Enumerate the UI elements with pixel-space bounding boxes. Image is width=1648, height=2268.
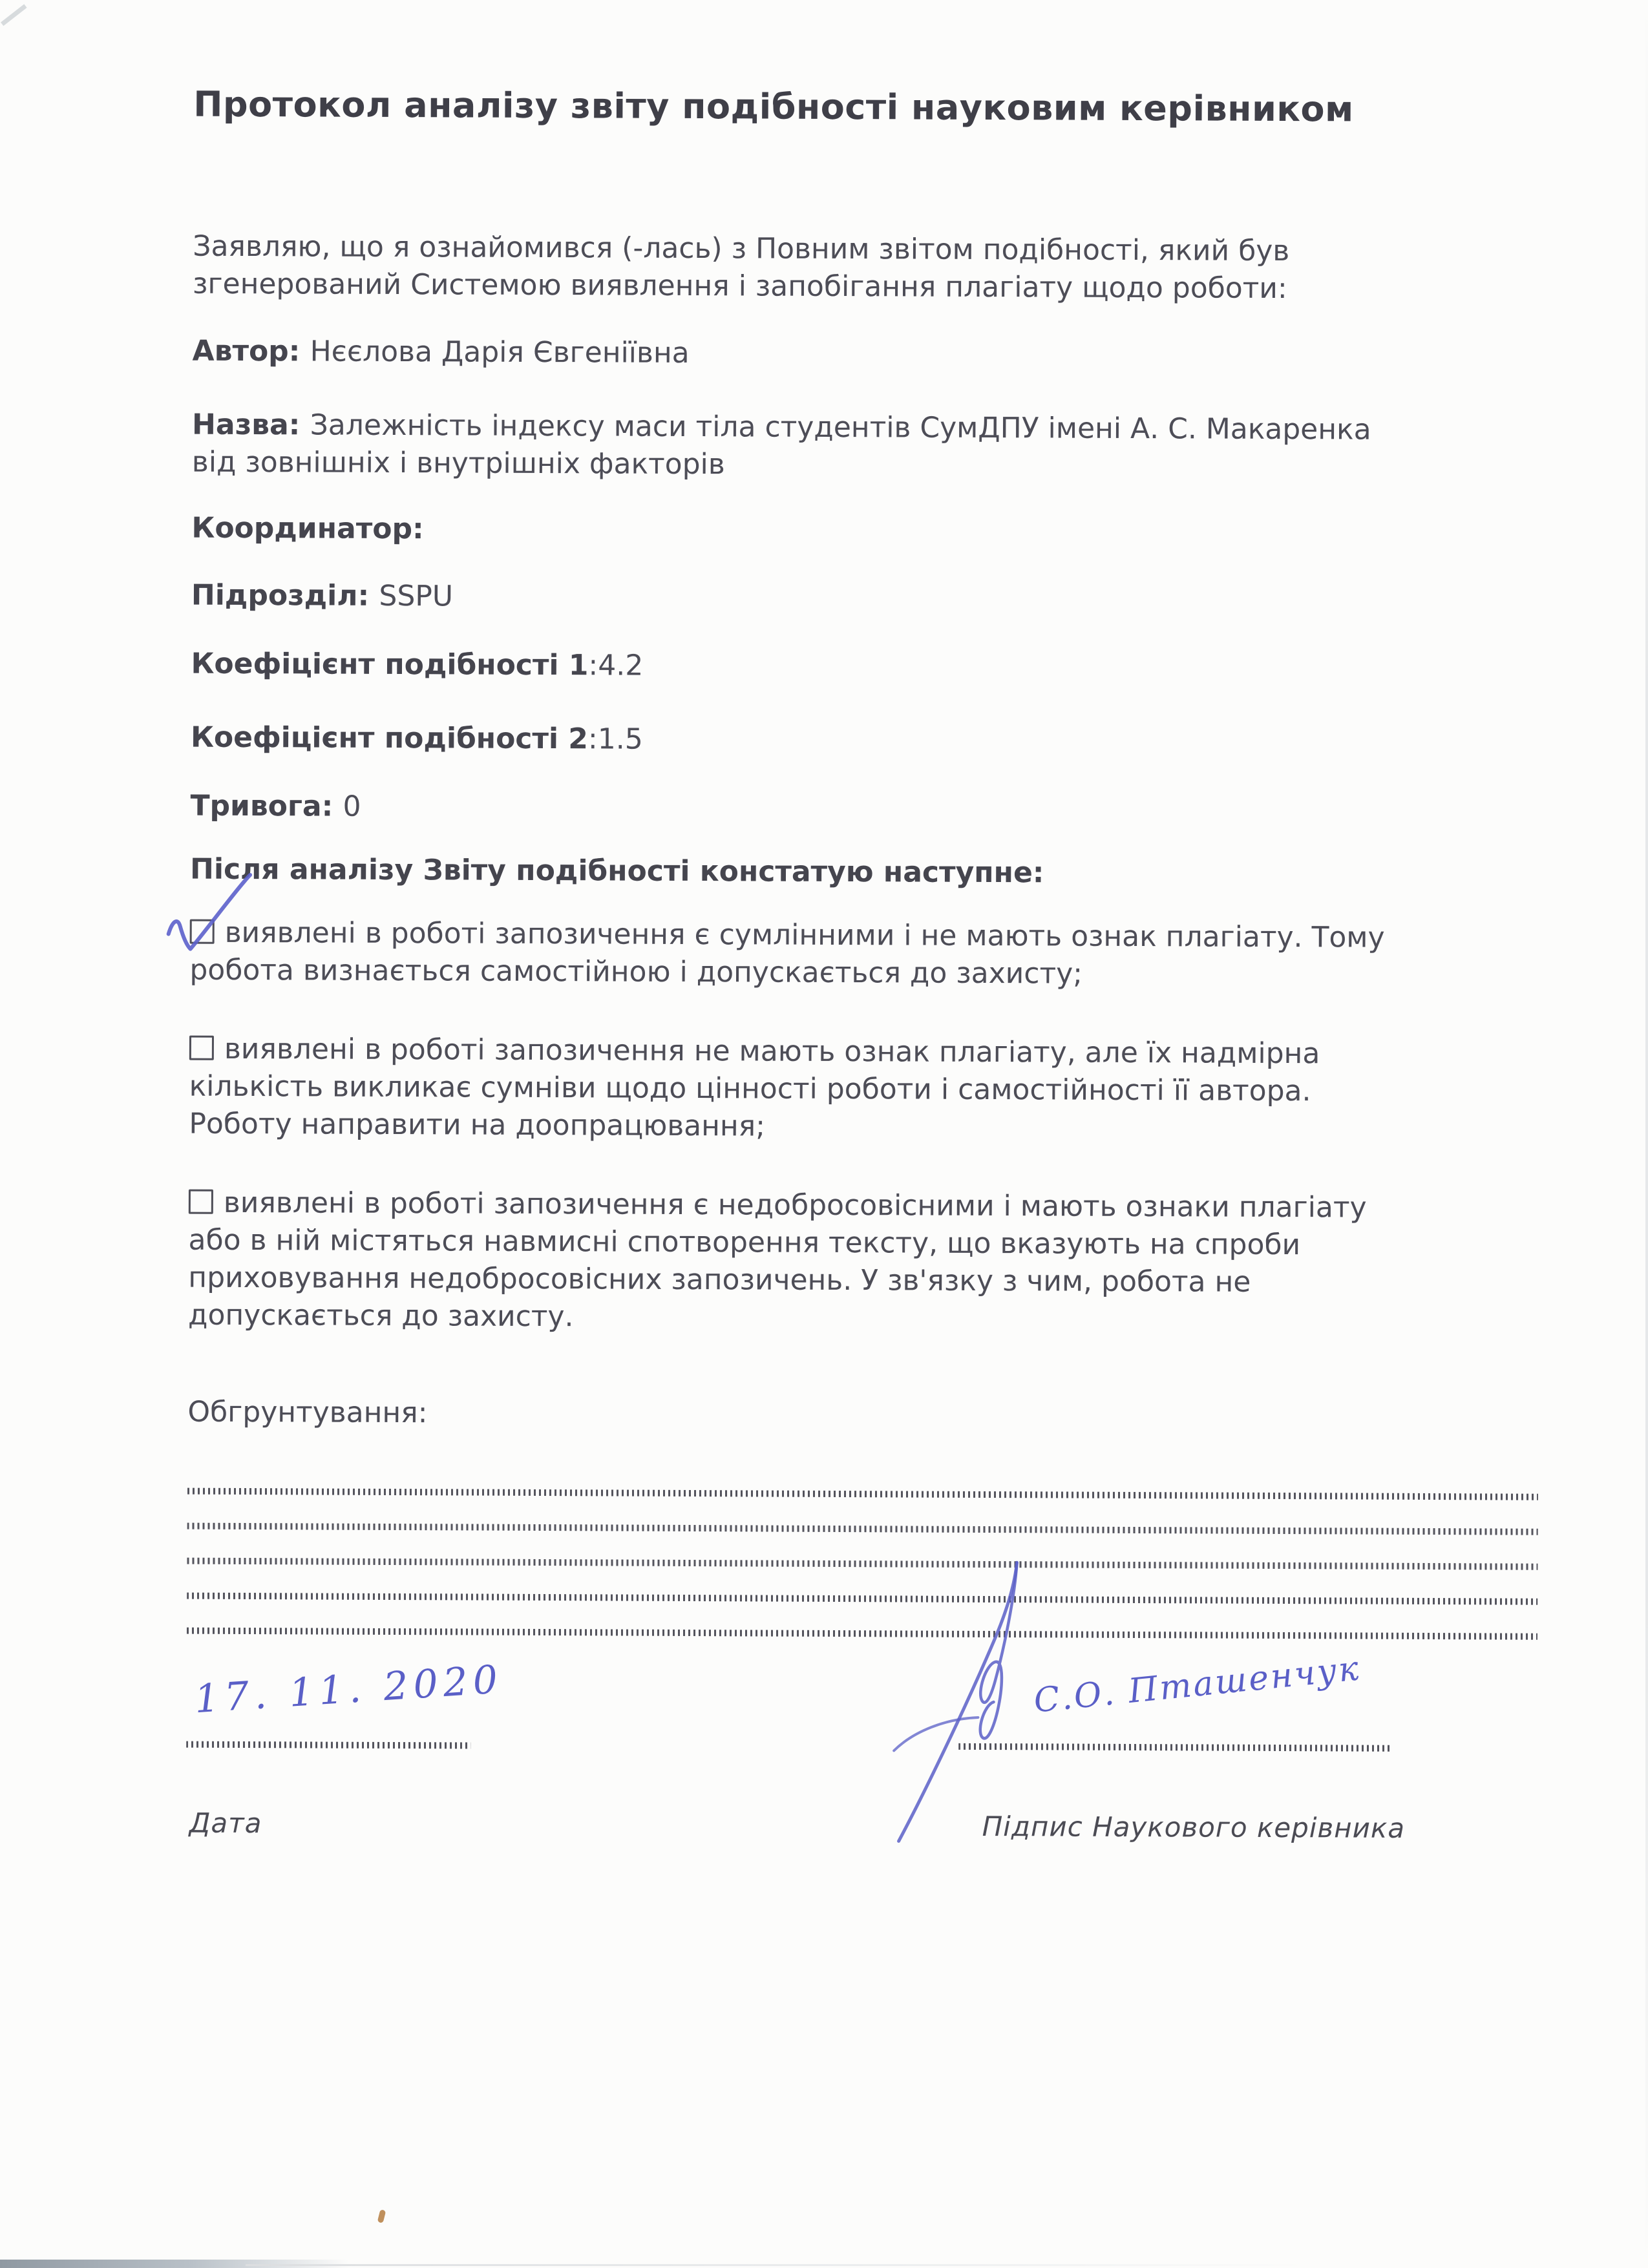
dotted-line (187, 1488, 1538, 1500)
field-alert (190, 788, 1495, 831)
option-2-text: виявлені в роботі запозичення не мають ознак плагіату, але їх надмірна кількість викликає сумніви щодо цінності роботи і самостійності її автора. Роботу направити на доопрацювання; (189, 1032, 1320, 1143)
alert-label: Тривога: (190, 789, 343, 823)
statement-heading: Після аналізу Звіту подібності констатую наступне: (190, 852, 1044, 890)
option-row-2 (189, 1031, 1521, 1149)
unit-label: Підрозділ: (191, 578, 379, 613)
field-author (192, 333, 1497, 376)
option-row-1 (189, 914, 1521, 995)
title-label: Назва: (192, 408, 310, 442)
option-3-text: виявлені в роботі запозичення є недобросовісними і мають ознаки плагіату або в ній містяться навмисні спотворення тексту, що вказують на спроби приховування недобросовісних запозичень. У зв'язку з чим, робота не допускається до захисту. (187, 1186, 1367, 1334)
justification-lines (187, 1488, 1545, 1640)
justification-label: Обгрунтування: (187, 1395, 428, 1430)
author-label: Автор: (192, 334, 310, 368)
checkbox-option-2[interactable] (189, 1036, 214, 1060)
field-coordinator (191, 510, 1497, 553)
checkbox-option-1[interactable] (190, 919, 215, 944)
checkbox-option-3[interactable] (189, 1190, 213, 1214)
signature-row (185, 1644, 1544, 1928)
alert-value: 0 (343, 790, 361, 823)
dotted-line (187, 1593, 1537, 1605)
option-1-text: виявлені в роботі запозичення є сумлінними і не мають ознак плагіату. Тому робота визнається самостійною і допускається до захисту; (189, 916, 1385, 991)
unit-value: SSPU (379, 579, 454, 613)
handwritten-signature: С.О. Пташенчук (1031, 1649, 1362, 1721)
field-title (192, 406, 1497, 487)
coefficient-1-label: Коефіцієнт подібності 1 (191, 647, 589, 682)
coefficient-2-label: Коефіцієнт подібності 2 (190, 720, 589, 756)
dotted-line (187, 1523, 1538, 1535)
page-title: Протокол аналізу звіту подібності науковим керівником (193, 83, 1354, 130)
coefficient-2-value: :1.5 (587, 722, 643, 756)
field-coefficient-2 (191, 719, 1496, 762)
handwritten-date: 17. 11. 2020 (193, 1657, 505, 1723)
date-label: Дата (189, 1807, 262, 1840)
coefficient-1-value: :4.2 (588, 649, 644, 682)
dotted-line (187, 1558, 1537, 1570)
coordinator-label: Координатор: (191, 511, 424, 546)
date-dotted-line (186, 1741, 470, 1749)
intro-paragraph: Заявляю, що я ознайомився (-лась) з Повним звітом подібності, який був згенерований Системою виявлення і запобігання плагіату щодо роботи: (192, 229, 1290, 306)
dotted-line (187, 1628, 1537, 1640)
field-coefficient-1 (191, 646, 1496, 689)
title-value: Залежність індексу маси тіла студентів СумДПУ імені А. С. Макаренка від зовнішніх і внутрішніх факторів (191, 408, 1371, 481)
signature-label: Підпис Наукового керівника (982, 1810, 1406, 1844)
author-value: Нєєлова Дарія Євгеніївна (310, 335, 690, 370)
option-row-3 (188, 1184, 1520, 1340)
field-unit (191, 577, 1497, 620)
